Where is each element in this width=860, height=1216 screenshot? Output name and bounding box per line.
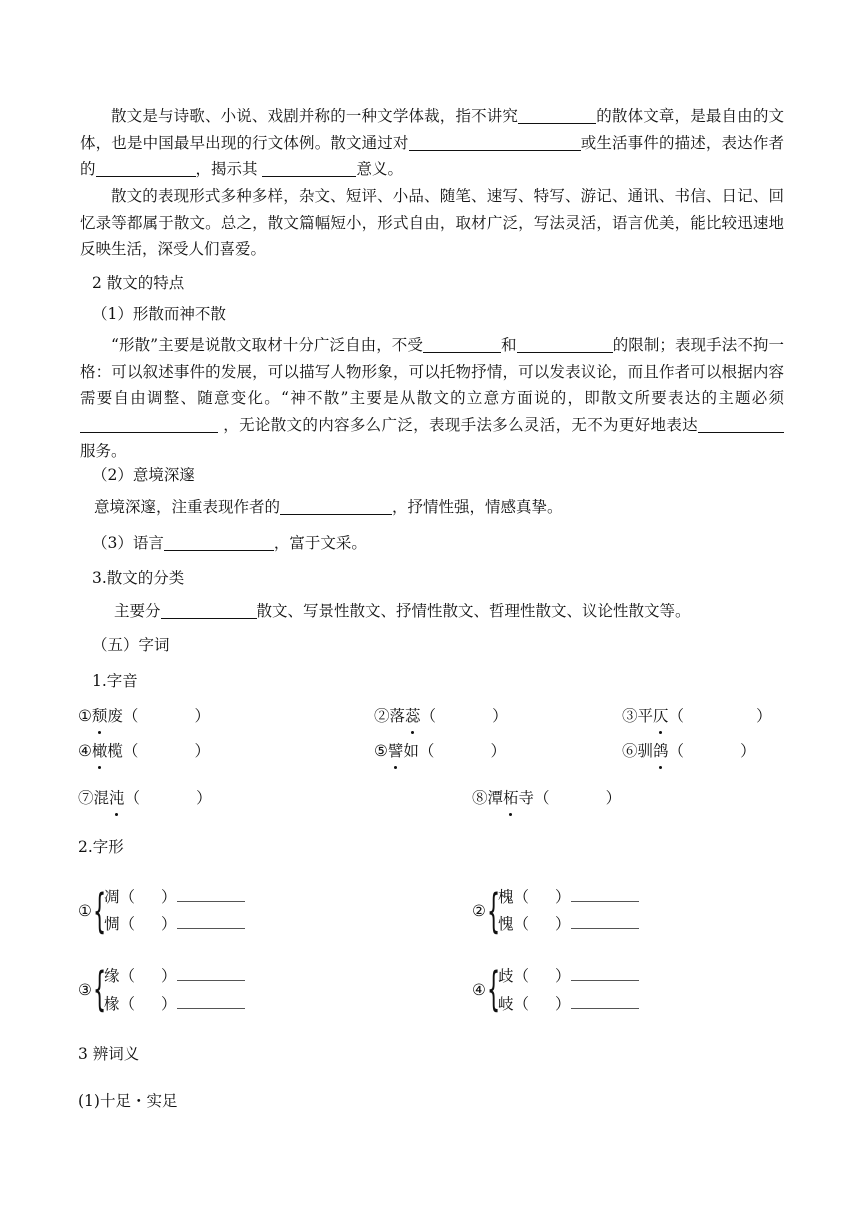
- classification-text: [114, 598, 691, 624]
- answer-line: [177, 916, 245, 929]
- char: 岐: [498, 995, 514, 1013]
- feature-text: 服务。: [80, 442, 127, 460]
- feature-text: “形散”主要是说散文取材十分广泛自由，不受: [111, 336, 423, 354]
- form-row: [104, 991, 245, 1017]
- item-number: ⑥: [622, 742, 638, 760]
- char: 废（: [107, 707, 139, 725]
- brace-icon: {: [93, 962, 107, 1016]
- form-row: [498, 884, 639, 910]
- paren: ）: [194, 707, 210, 725]
- intro-text: ，揭示其: [195, 160, 258, 178]
- dotted-char: 沌: [109, 785, 125, 811]
- char: 如（: [403, 742, 435, 760]
- item-number: ①: [78, 707, 92, 725]
- paren: ）: [555, 915, 571, 933]
- feature-2-text: [94, 494, 563, 520]
- paren: ）: [490, 742, 506, 760]
- char: 缘: [104, 967, 120, 985]
- dotted-char: 譬: [388, 738, 404, 764]
- paren: ）: [161, 915, 177, 933]
- intro-paragraph-1: [80, 103, 784, 183]
- form-row: [498, 963, 639, 989]
- pron-item-3: [622, 703, 772, 729]
- blank-6: [517, 335, 613, 353]
- paren: （: [513, 915, 530, 933]
- feature-3-text: [92, 530, 367, 556]
- answer-line: [571, 968, 639, 981]
- form-number: ①: [78, 902, 92, 920]
- answer-line: [177, 996, 245, 1009]
- form-row: [498, 991, 639, 1017]
- char: 槐: [498, 888, 514, 906]
- answer-line: [571, 889, 639, 902]
- pron-item-6: [622, 738, 756, 764]
- paren: ）: [555, 995, 571, 1013]
- form-number: ②: [472, 902, 486, 920]
- item-number: ⑤: [374, 742, 388, 760]
- char: 平: [637, 707, 654, 725]
- intro-text: 意义。: [356, 160, 403, 178]
- classification-heading: 3.散文的分类: [92, 569, 185, 587]
- item-number: ④: [78, 742, 92, 760]
- paren: ）: [740, 742, 756, 760]
- brace-icon: {: [487, 884, 501, 938]
- char: 惆: [104, 915, 120, 933]
- char: 混: [93, 789, 110, 807]
- paren: （: [119, 915, 136, 933]
- answer-line: [177, 889, 245, 902]
- intro-text: 的散体文章，是最自由的文体，也是中国最早出现的行文体例。散文通过对: [80, 107, 784, 152]
- paren: ）: [161, 995, 177, 1013]
- features-heading: 2 散文的特点: [92, 274, 185, 292]
- char: 愧: [498, 915, 514, 933]
- brace-icon: {: [93, 884, 107, 938]
- blank-8: [698, 415, 784, 433]
- pron-item-2: [374, 703, 508, 729]
- feature-text: ，无论散文的内容多么广泛，表现手法多么灵活，无不为更好地表达: [223, 415, 698, 434]
- blank-11: [161, 601, 257, 619]
- paren: （: [119, 995, 136, 1013]
- classification-part: 主要分: [114, 602, 161, 620]
- paren: ）: [605, 789, 622, 807]
- dotted-char: 颓: [92, 703, 108, 729]
- answer-line: [177, 968, 245, 981]
- feature-text: ，富于文采。: [273, 534, 367, 552]
- intro-text: 散文是与诗歌、小说、戏剧并称的一种文学体裁，指不讲究: [111, 107, 519, 125]
- form-row: [498, 911, 639, 937]
- intro-paragraph-2: 散文的表现形式多种多样，杂文、短评、小品、随笔、速写、特写、游记、通讯、书信、日记、回忆录等都属于散文。总之，散文篇幅短小，形式自由，取材广泛，写法灵活，语言优美，能比较迅速地反映生活，深受人们喜爱。: [80, 187, 784, 258]
- classification-part: 散文、写景性散文、抒情性散文、哲理性散文、议论性散文等。: [256, 602, 691, 620]
- char: （: [124, 789, 141, 807]
- form-row: [104, 884, 245, 910]
- item-number: ⑧: [472, 789, 488, 807]
- item-number: ⑦: [78, 789, 94, 807]
- char: （: [668, 742, 685, 760]
- char: 寺（: [518, 789, 550, 807]
- paren: （: [513, 888, 530, 906]
- item-number: ②: [374, 707, 390, 725]
- blank-2: [409, 133, 581, 151]
- feature-text: （3）语言: [92, 534, 164, 552]
- item-number: ③: [622, 707, 638, 725]
- dotted-char: 蕊: [405, 703, 421, 729]
- char: （: [668, 707, 685, 725]
- paren: ）: [194, 742, 210, 760]
- dotted-char: 柘: [503, 785, 519, 811]
- blank-7: [80, 415, 218, 433]
- blank-10: [164, 533, 274, 551]
- blank-3: [96, 159, 196, 177]
- intro-text: 或生活事件的描述，表达作者的: [80, 133, 784, 178]
- pron-item-8: [472, 785, 621, 811]
- blank-9: [280, 497, 392, 515]
- char: 驯: [637, 742, 654, 760]
- feature-text: 的限制；表现手法不拘一格：可以叙述事件的发展，可以描写人物形象，可以托物抒情，可以发表议论，而且作者可以根据内容需要自由调整、随意变化。“神不散”主要是从散文的立意方面说的，即散文所要表达的主题必须: [80, 336, 784, 407]
- paren: （: [513, 995, 530, 1013]
- char: 榄（: [107, 742, 139, 760]
- feature-text: ，抒情性强，情感真挚。: [392, 498, 563, 516]
- pronunciation-heading: 1.字音: [92, 672, 138, 690]
- feature-text: 意境深邃，注重表现作者的: [94, 498, 281, 516]
- dotted-char: 仄: [653, 703, 669, 729]
- words-heading: （五）字词: [92, 636, 170, 654]
- answer-line: [571, 996, 639, 1009]
- paren: ）: [161, 967, 177, 985]
- paren: （: [119, 967, 136, 985]
- pron-item-1: [78, 703, 210, 729]
- pron-item-4: [78, 738, 210, 764]
- feature-1-title: （1）形散而神不散: [92, 305, 226, 323]
- pron-item-5: [374, 738, 506, 764]
- meaning-item-1: (1)十足・实足: [78, 1092, 178, 1110]
- brace-icon: {: [487, 962, 501, 1016]
- pron-item-7: [78, 785, 212, 811]
- char: 落: [389, 707, 406, 725]
- feature-1-paragraph: [80, 332, 784, 465]
- blank-1: [518, 106, 596, 124]
- form-number: ③: [78, 981, 92, 999]
- form-heading: 2.字形: [78, 838, 124, 856]
- paren: ）: [161, 888, 177, 906]
- paren: ）: [196, 789, 212, 807]
- answer-line: [571, 916, 639, 929]
- form-number: ④: [472, 981, 486, 999]
- char: （: [420, 707, 437, 725]
- char: 歧: [498, 967, 514, 985]
- paren: （: [513, 967, 530, 985]
- paren: ）: [555, 888, 571, 906]
- blank-4: [262, 159, 356, 177]
- paren: ）: [756, 707, 772, 725]
- dotted-char: 鸽: [653, 738, 669, 764]
- feature-2-title: （2）意境深邃: [92, 466, 195, 484]
- blank-5: [423, 335, 501, 353]
- dotted-char: 橄: [92, 738, 108, 764]
- meaning-heading: 3 辨词义: [78, 1045, 140, 1063]
- char: 椽: [104, 995, 120, 1013]
- paren: ）: [492, 707, 508, 725]
- paren: ）: [555, 967, 571, 985]
- feature-text: 和: [500, 336, 517, 354]
- paren: （: [119, 888, 136, 906]
- char: 凋: [104, 888, 120, 906]
- form-row: [104, 911, 245, 937]
- form-row: [104, 963, 245, 989]
- char: 潭: [487, 789, 504, 807]
